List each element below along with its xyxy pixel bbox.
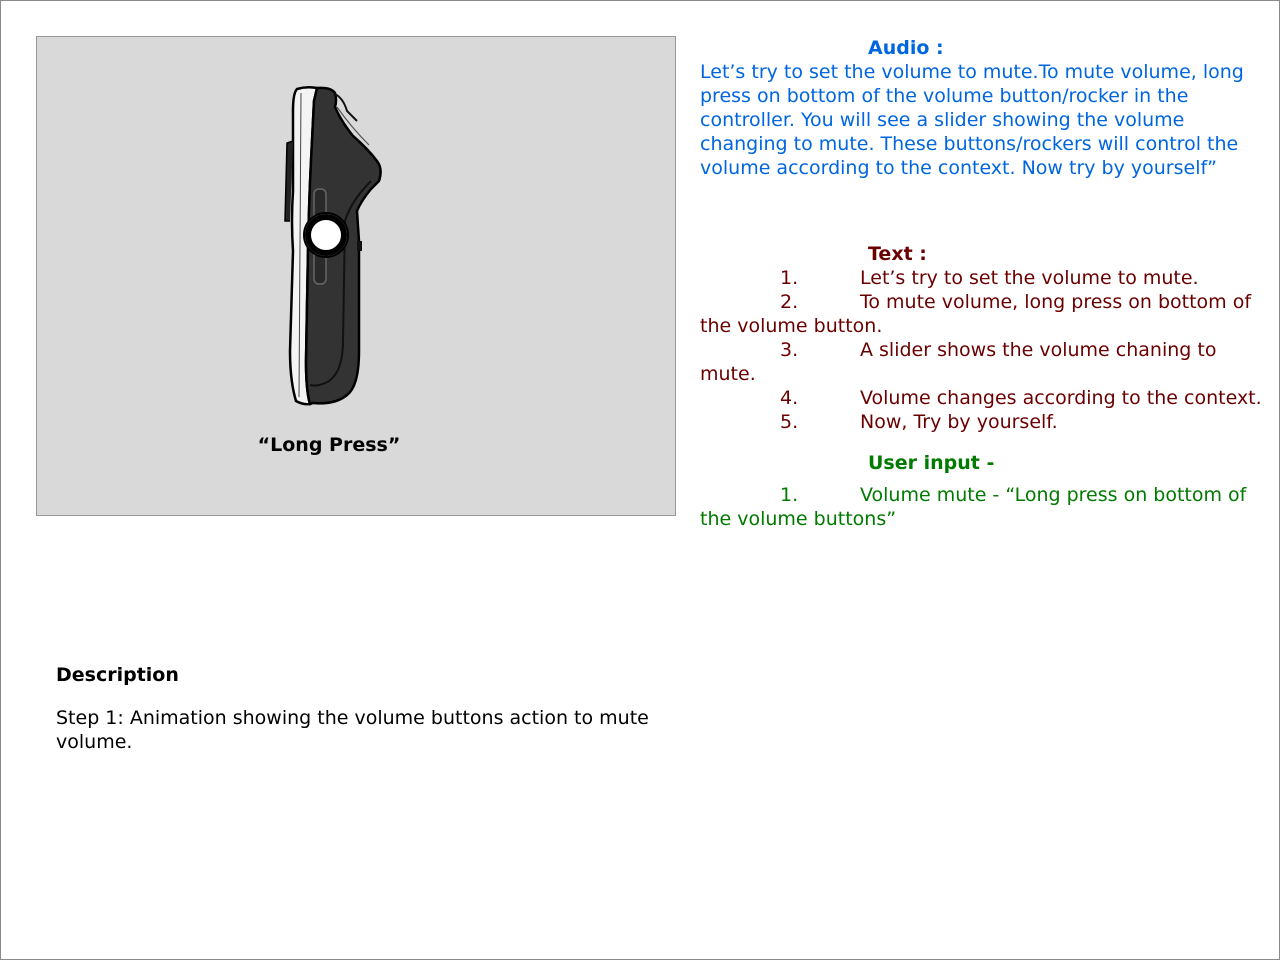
list-number: 1. [780,267,799,289]
list-number: 3. [780,339,799,361]
user-input-heading: User input - [868,452,995,474]
text-list-item [700,266,1275,290]
list-number: 1. [780,484,799,506]
illustration-panel [36,36,676,516]
user-input-list-item [700,483,1275,531]
description-text: Step 1: Animation showing the volume buttons action to mute volume. [56,707,649,753]
list-text: Now, Try by yourself. [860,411,1058,433]
audio-heading: Audio : [868,37,944,59]
list-text: Let’s try to set the volume to mute. [860,267,1199,289]
description-section [56,663,656,754]
text-section [700,242,1275,434]
text-list-item [700,386,1275,410]
text-heading: Text : [868,243,927,265]
list-number: 4. [780,387,799,409]
audio-section [700,36,1275,180]
long-press-caption: “Long Press” [257,434,401,456]
text-list-item [700,410,1275,434]
list-number: 5. [780,411,799,433]
text-list-item [700,290,1275,338]
user-input-section [700,451,1275,531]
list-text: To mute volume, long press on bottom of the volume button. [700,291,1252,337]
text-list-item [700,338,1275,386]
list-number: 2. [780,291,799,313]
list-text: Volume mute - “Long press on bottom of the volume buttons” [700,484,1247,530]
audio-body: Let’s try to set the volume to mute.To mute volume, long press on bottom of the volume button/rocker in the controller. You will see a slider showing the volume changing to mute. These buttons/rockers will control the volume according to the context. Now try by yourself” [700,61,1244,179]
list-text: A slider shows the volume chaning to mute. [700,339,1217,385]
script-column [700,36,1275,531]
game-controller-icon [273,81,403,411]
list-text: Volume changes according to the context. [860,387,1262,409]
description-title: Description [56,664,179,686]
